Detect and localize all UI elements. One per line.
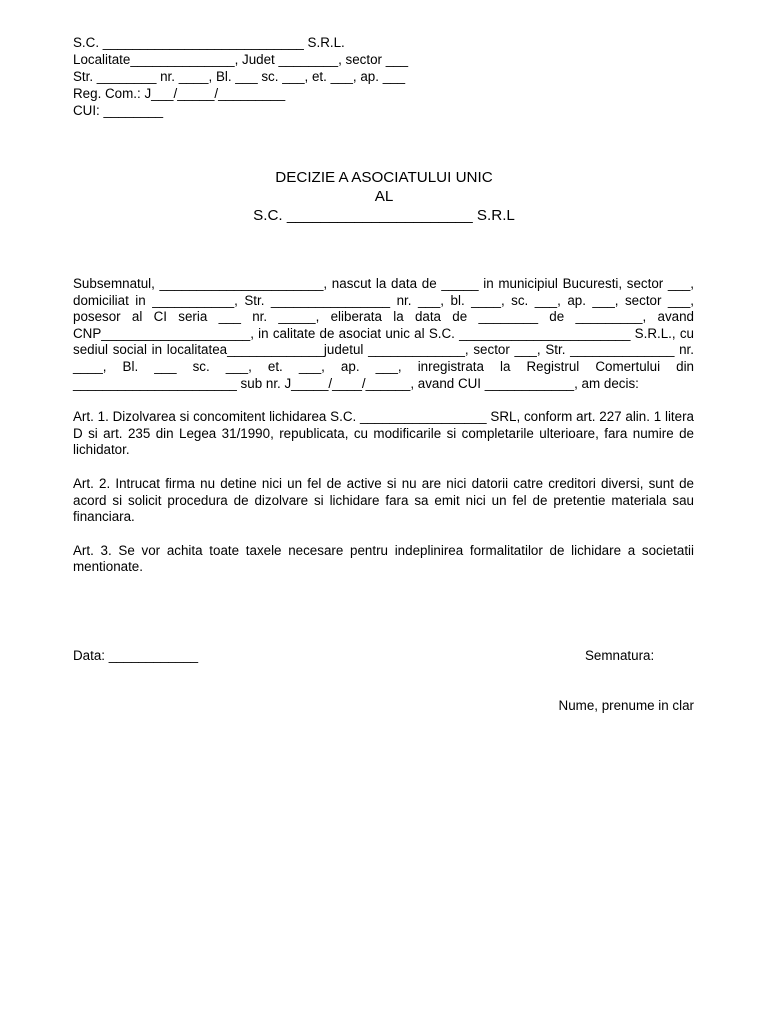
- intro-paragraph: Subsemnatul, ______________________, nascut la data de _____ in municipiul Bucuresti, sector ___, domiciliat in ___________, Str. ________________ nr. ___, bl. ____, sc. ___, ap. ___, sector ___, posesor al CI seria ___ nr. _____, eliberata la data de ________ de _________, avand CNP____________________, in calitate de asociat unic al S.C. _______________________ S.R.L., cu sediul social in localitatea_____________judetul _____________, sector ___, Str. ______________ nr. ____, Bl. ___ sc. ___, et. ___, ap. ___, inregistrata la Registrul Comertului din ______________________ sub nr. J_____/____/______, avand CUI ____________, am decis:: [73, 276, 694, 391]
- document-body: [73, 276, 694, 593]
- title-line-al: AL: [374, 188, 394, 205]
- header-company-name: S.C. ___________________________ S.R.L.: [73, 35, 345, 50]
- name-in-clear-label: Nume, prenume in clar: [558, 698, 694, 713]
- article-1: Art. 1. Dizolvarea si concomitent lichidarea S.C. _________________ SRL, conform art. 227 alin. 1 litera D si art. 235 din Legea 31/1990, republicata, cu modificarile si completarile ulterioare, fara numire de lichidator.: [73, 409, 694, 458]
- header-cui: CUI: ________: [73, 103, 164, 118]
- header-trade-register: Reg. Com.: J___/_____/_________: [73, 86, 286, 101]
- document-title: [0, 168, 768, 225]
- article-2: Art. 2. Intrucat firma nu detine nici un fel de active si nu are nici datorii catre creditori diversi, sunt de acord si solicit procedura de dizolvare si lichidare fara sa emit nici un fel de pretentie materiala sau financiara.: [73, 475, 694, 525]
- header-locality: Localitate______________, Judet ________, sector ___: [73, 52, 409, 67]
- title-line-decision: DECIZIE A ASOCIATULUI UNIC: [275, 169, 493, 186]
- date-field: Data: ____________: [73, 648, 199, 663]
- article-3: Art. 3. Se vor achita toate taxele necesare pentru indeplinirea formalitatilor de lichidare a societatii mentionate.: [73, 542, 694, 575]
- header-street: Str. ________ nr. ____, Bl. ___ sc. ___, et. ___, ap. ___: [73, 69, 406, 84]
- company-header: [73, 34, 408, 119]
- title-line-company: S.C. ______________________ S.R.L: [253, 207, 515, 224]
- signature-label: Semnatura:: [585, 648, 655, 663]
